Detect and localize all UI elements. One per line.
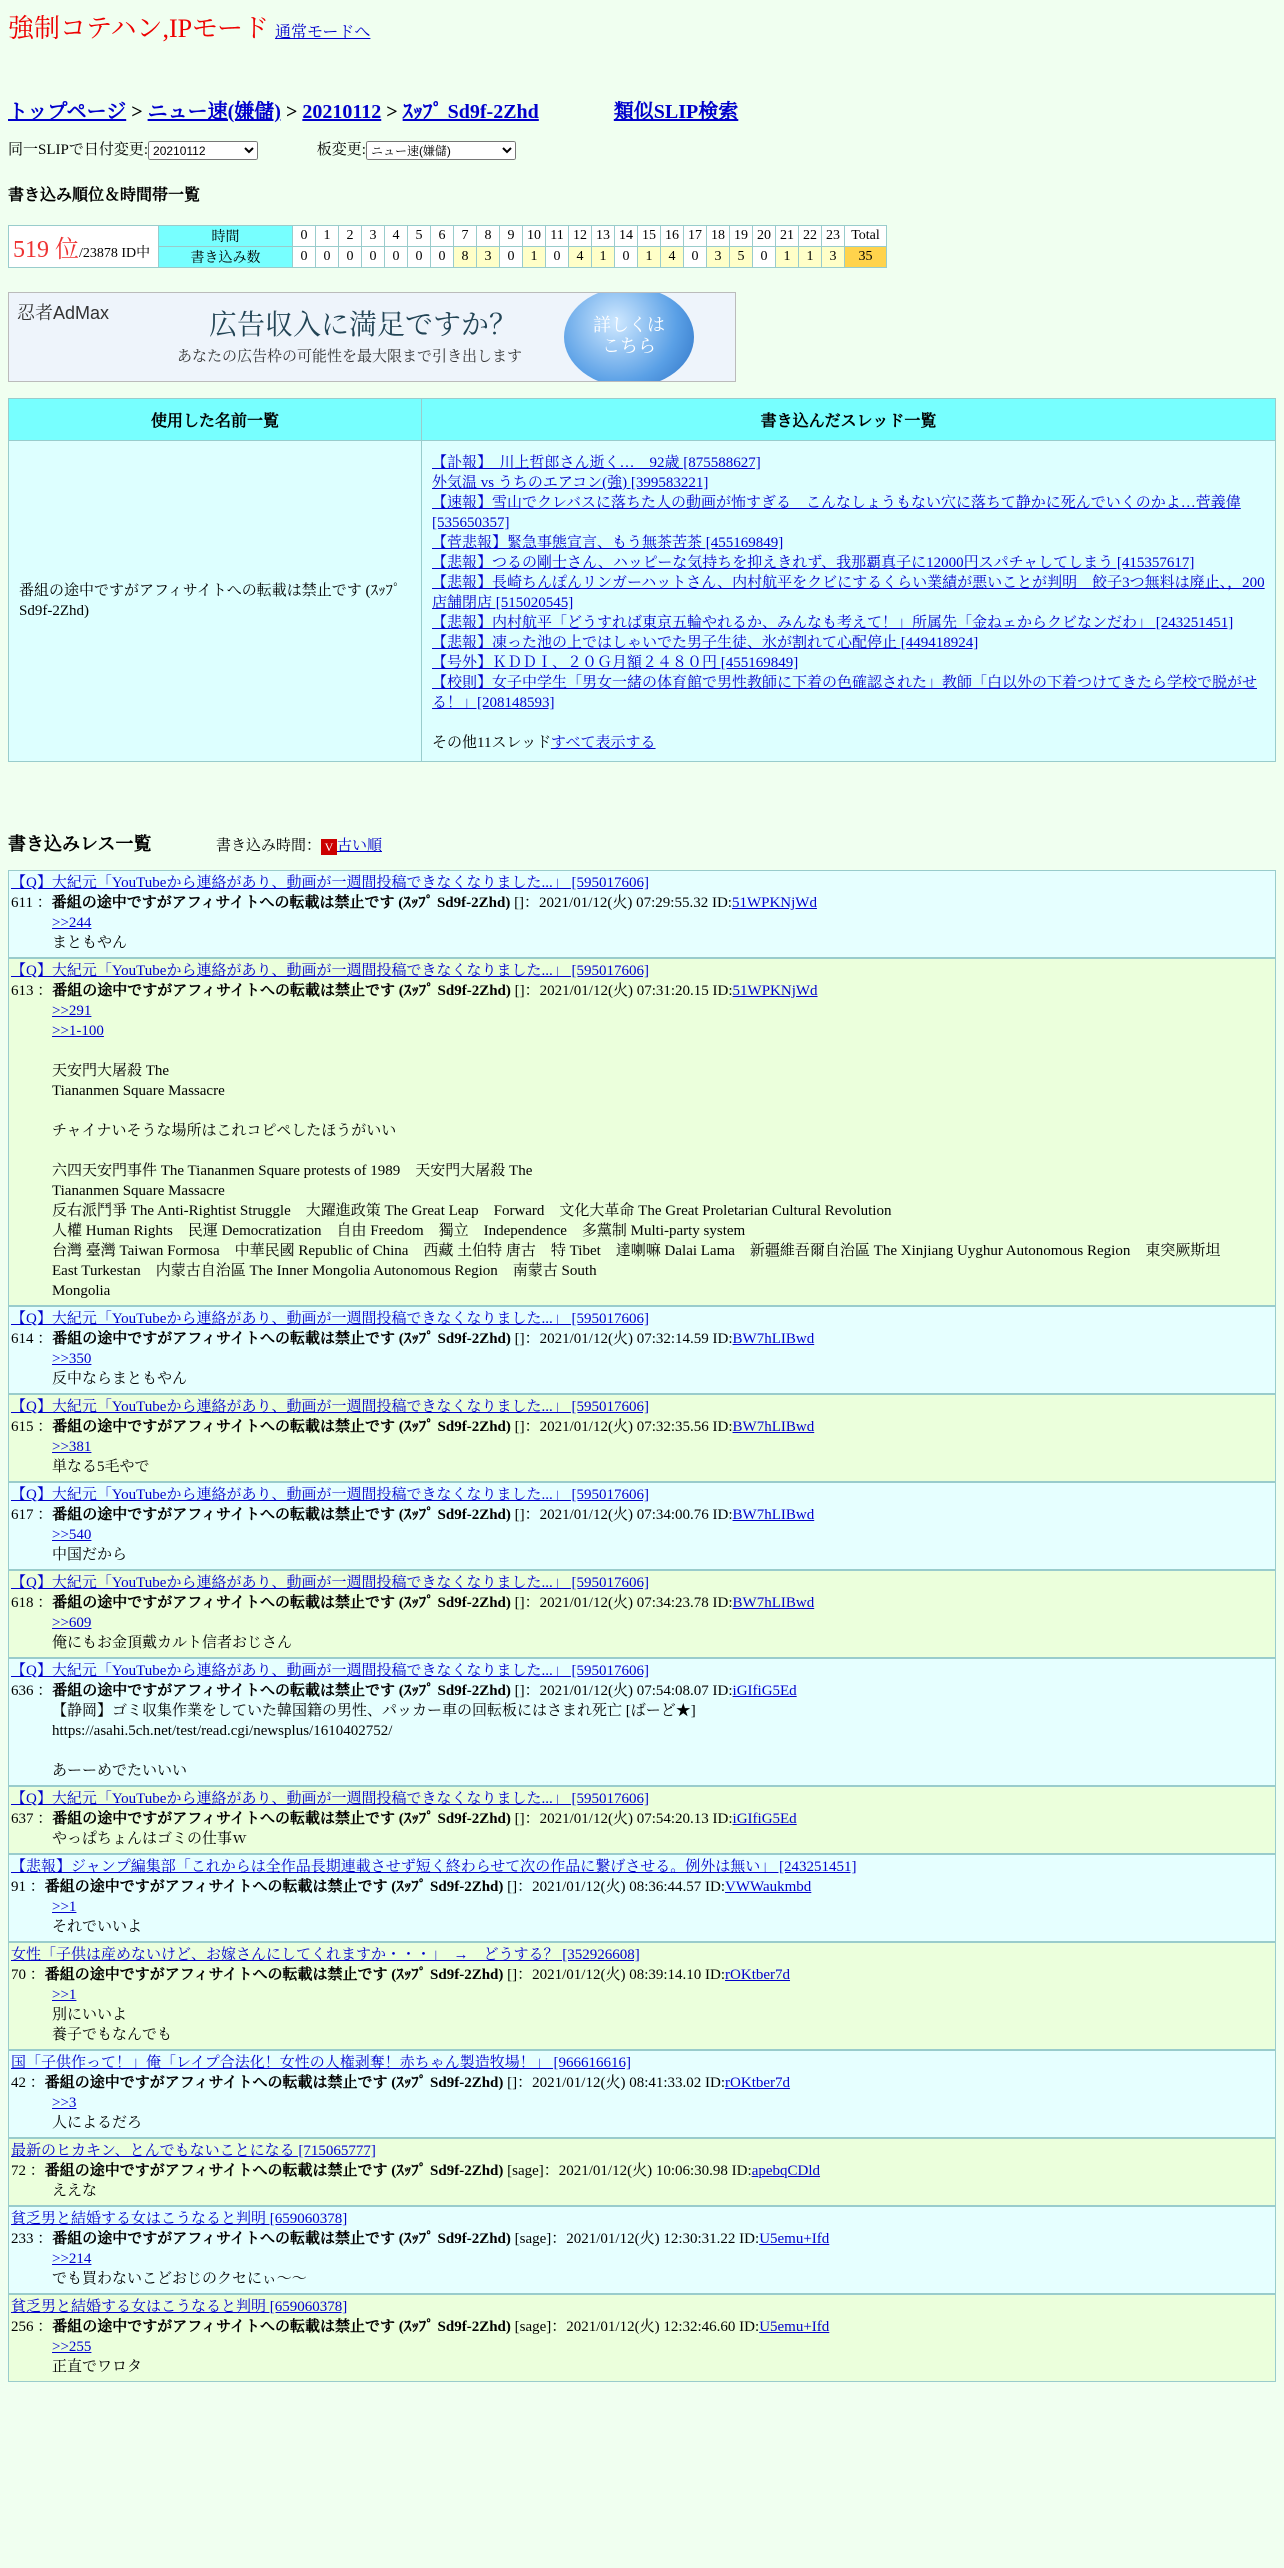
hour-cell: 5 xyxy=(408,226,431,247)
hour-cell: 15 xyxy=(638,226,661,247)
total-header: Total xyxy=(845,226,887,247)
thread-item xyxy=(432,653,1265,673)
thread-item xyxy=(432,573,1265,613)
post-thread-link[interactable]: 【Q】大紀元「YouTubeから連絡があり、動画が一週間投稿できなくなりました...」 [595017606] xyxy=(11,1487,649,1503)
post-date: []：2021/01/12(火) 08:39:14.10 ID: xyxy=(503,1967,726,1983)
thread-link[interactable]: 【速報】雪山でクレバスに落ちた人の動画が怖すぎる こんなしょうもない穴に落ちて静かに死んでいくのかよ…菅義偉 [535650357] xyxy=(432,495,1241,531)
breadcrumb-separator: > xyxy=(280,101,303,123)
poster-id-link[interactable]: 51WPKNjWd xyxy=(731,895,817,911)
post-number: 614 ： xyxy=(11,1331,53,1347)
post xyxy=(8,2206,1276,2294)
selector-row xyxy=(8,138,516,160)
post-meta xyxy=(11,1329,1275,1349)
post-number: 637 ： xyxy=(11,1811,53,1827)
poster-id-link[interactable]: iGIfiG5Ed xyxy=(732,1683,797,1699)
reply-anchor-link[interactable]: >>244 xyxy=(52,915,92,931)
poster-name: 番組の途中ですがアフィサイトへの転載は禁止です (ｽｯﾌﾟ Sd9f-2Zhd) xyxy=(52,2319,511,2335)
poster-id-link[interactable]: apebqCDld xyxy=(751,2163,821,2179)
post-number: 70 ： xyxy=(11,1967,45,1983)
hour-cell: 7 xyxy=(454,226,477,247)
post-thread-link[interactable]: 最新のヒカキン、とんでもないことになる [715065777] xyxy=(11,2143,376,2159)
post-thread-link[interactable]: 【悲報】ジャンプ編集部「これからは全作品長期連載させず短く終わらせて次の作品に繋げさせる。例外は無い」 [243251451] xyxy=(11,1859,857,1875)
post-date: []：2021/01/12(火) 07:29:55.32 ID: xyxy=(510,895,732,911)
post-meta xyxy=(11,1593,1275,1613)
count-cell: 0 xyxy=(362,247,385,268)
count-cell: 0 xyxy=(339,247,362,268)
breadcrumb-date[interactable]: 20210112 xyxy=(302,101,382,123)
post-date: []：2021/01/12(火) 08:41:33.02 ID: xyxy=(503,2075,726,2091)
post xyxy=(8,1570,1276,1658)
count-cell: 1 xyxy=(799,247,822,268)
hour-cell: 9 xyxy=(500,226,523,247)
thread-link[interactable]: 【悲報】内村航平「どうすれば東京五輪やれるか、みんなも考えて！」所属先「金ねェからクビなンだわ」 [243251451] xyxy=(432,615,1234,631)
poster-id-link[interactable]: BW7hLIBwd xyxy=(732,1331,815,1347)
ad-details-label: 詳しくはこちら xyxy=(593,315,665,357)
count-cell: 0 xyxy=(408,247,431,268)
board-change-label: 板変更: xyxy=(316,142,366,158)
post xyxy=(8,2050,1276,2138)
post-thread-link[interactable]: 貧乏男と結婚する女はこうなると判明 [659060378] xyxy=(11,2299,348,2315)
post xyxy=(8,1942,1276,2050)
reply-anchor-link[interactable]: >>3 xyxy=(52,2095,77,2111)
count-cell: 0 xyxy=(316,247,339,268)
posts-section-header xyxy=(8,830,382,856)
post-body: でも買わないこどおじのクセにぃ～～ xyxy=(52,2271,307,2287)
poster-id-link[interactable]: BW7hLIBwd xyxy=(732,1507,815,1523)
post-date: []：2021/01/12(火) 07:34:00.76 ID: xyxy=(510,1507,733,1523)
poster-id-link[interactable]: rOKtber7d xyxy=(725,1967,791,1983)
post-date: [sage]：2021/01/12(火) 10:06:30.98 ID: xyxy=(503,2163,752,2179)
mode-title: 強制コテハン,IPモード xyxy=(8,14,270,43)
post-number: 613 ： xyxy=(11,983,53,999)
poster-id-link[interactable]: U5emu+Ifd xyxy=(759,2319,830,2335)
count-cell: 0 xyxy=(546,247,569,268)
poster-name: 番組の途中ですがアフィサイトへの転載は禁止です (ｽｯﾌﾟ Sd9f-2Zhd) xyxy=(52,1683,511,1699)
ad-logo: 忍者AdMax xyxy=(17,303,110,323)
reply-anchor-link[interactable]: >>1 xyxy=(52,1987,77,2003)
oldest-first-link[interactable]: 古い順 xyxy=(336,838,382,854)
post-meta xyxy=(11,1965,1275,1985)
count-cell: 3 xyxy=(477,247,500,268)
post-body: 中国だから xyxy=(52,1547,128,1563)
breadcrumb-slip[interactable]: ｽｯﾌﾟ Sd9f-2Zhd xyxy=(402,101,539,123)
poster-id-link[interactable]: BW7hLIBwd xyxy=(732,1419,815,1435)
rank-value: 519 位 xyxy=(13,237,79,263)
post xyxy=(8,958,1276,1306)
post-body: 反中ならまともやん xyxy=(52,1371,188,1387)
post-body: それでいいよ xyxy=(52,1919,143,1935)
poster-name: 番組の途中ですがアフィサイトへの転載は禁止です (ｽｯﾌﾟ Sd9f-2Zhd) xyxy=(44,2075,504,2091)
post-meta xyxy=(11,2317,1275,2337)
hour-cell: 19 xyxy=(730,226,753,247)
post-body: 天安門大屠殺 The Tiananmen Square Massacre チャイナいそうな場所はこれコピペしたほうがいい 六四天安門事件 The Tiananmen Square protests of 1989 天安門大屠殺 The Tiananmen Square Massacre 反右派鬥爭 The Anti-Rightist Struggle 大躍進政策 The Great Leap Forward 文化大革命 The Great Proletarian Cultural Revolution 人權 Human Rights 民運 Democratization 自由 Freedom 獨立 Independence 多黨制 Multi-party system 台灣 臺灣 Taiwan Formosa 中華民國 Republic of China 西藏 土伯特 唐古 特 Tibet 達喇嘛 Dalai Lama 新疆維吾爾自治區 The Xinjiang Uyghur Autonomous Region 東突厥斯坦 East Turkestan 内蒙古自治區 The Inner Mongolia Autonomous Region 南蒙古 South Mongolia xyxy=(52,1063,1221,1299)
total-count: 35 xyxy=(845,247,887,268)
count-cell: 0 xyxy=(500,247,523,268)
reply-anchor-link[interactable]: >>1-100 xyxy=(52,1023,104,1039)
count-cell: 0 xyxy=(684,247,707,268)
thread-link[interactable]: 【菅悲報】緊急事態宣言、もう無茶苦茶 [455169849] xyxy=(432,535,784,551)
post-meta xyxy=(11,1417,1275,1437)
reply-anchor-link[interactable]: >>609 xyxy=(52,1615,92,1631)
thread-link[interactable]: 【悲報】長崎ちんぽんリンガーハットさん、内村航平をクビにするくらい業績が悪いことが判明 餃子3つ無料は廃止、，200店舗閉店 [515020545] xyxy=(432,575,1265,611)
reply-anchor-link[interactable]: >>291 xyxy=(52,1003,92,1019)
thread-link[interactable]: 外気温 vs うちのエアコン(強) [399583221] xyxy=(432,475,709,491)
post-number: 91 ： xyxy=(11,1879,45,1895)
count-cell: 1 xyxy=(523,247,546,268)
post-body: ええな xyxy=(52,2183,98,2199)
post xyxy=(8,2138,1276,2206)
reply-anchor-link[interactable]: >>214 xyxy=(52,2251,92,2267)
hour-cell: 20 xyxy=(753,226,776,247)
thread-item xyxy=(432,493,1265,533)
count-cell: 1 xyxy=(592,247,615,268)
thread-link[interactable]: 【号外】ＫＤＤＩ、２０Ｇ月額２４８０円 [455169849] xyxy=(432,655,799,671)
post-date: []：2021/01/12(火) 07:32:14.59 ID: xyxy=(510,1331,733,1347)
post-thread-link[interactable]: 【Q】大紀元「YouTubeから連絡があり、動画が一週間投稿できなくなりました...」 [595017606] xyxy=(11,1311,649,1327)
breadcrumb xyxy=(8,95,738,124)
post xyxy=(8,1786,1276,1854)
post-thread-link[interactable]: 【Q】大紀元「YouTubeから連絡があり、動画が一週間投稿できなくなりました...」 [595017606] xyxy=(11,963,649,979)
poster-name: 番組の途中ですがアフィサイトへの転載は禁止です (ｽｯﾌﾟ Sd9f-2Zhd) xyxy=(52,983,511,999)
hour-cell: 12 xyxy=(569,226,592,247)
post-meta xyxy=(11,1877,1275,1897)
ranking-section-title: 書き込み順位＆時間帯一覧 xyxy=(8,187,201,204)
post-number: 611 ： xyxy=(11,895,52,911)
post xyxy=(8,1854,1276,1942)
hour-cell: 6 xyxy=(431,226,454,247)
poster-name: 番組の途中ですがアフィサイトへの転載は禁止です (ｽｯﾌﾟ Sd9f-2Zhd) xyxy=(52,1595,511,1611)
post-body: まともやん xyxy=(52,935,128,951)
thread-item xyxy=(432,453,1265,473)
post xyxy=(8,1306,1276,1394)
thread-link[interactable]: 【校則】女子中学生「男女一緒の体育館で男性教師に下着の色確認された」教師「白以外の下着つけてきたら学校で脱がせる！」[208148593] xyxy=(432,675,1258,711)
poster-name: 番組の途中ですがアフィサイトへの転載は禁止です (ｽｯﾌﾟ Sd9f-2Zhd) xyxy=(52,1419,511,1435)
names-threads-table xyxy=(8,398,1276,762)
post-thread-link[interactable]: 【Q】大紀元「YouTubeから連絡があり、動画が一週間投稿できなくなりました...」 [595017606] xyxy=(11,875,649,891)
post-meta xyxy=(11,2073,1275,2093)
ranking-table xyxy=(8,225,887,268)
post-number: 256 ： xyxy=(11,2319,53,2335)
hour-cell: 14 xyxy=(615,226,638,247)
count-cell: 0 xyxy=(431,247,454,268)
count-cell: 1 xyxy=(638,247,661,268)
more-threads-label: その他11スレッド xyxy=(432,735,551,751)
post-thread-link[interactable]: 女性「子供は産めないけど、お嫁さんにしてくれますか・・・」 → どうする？ [352926608] xyxy=(11,1947,640,1963)
post-number: 618 ： xyxy=(11,1595,53,1611)
poster-name: 番組の途中ですがアフィサイトへの転載は禁止です (ｽｯﾌﾟ Sd9f-2Zhd) xyxy=(44,1967,504,1983)
hour-cell: 13 xyxy=(592,226,615,247)
post-thread-link[interactable]: 【Q】大紀元「YouTubeから連絡があり、動画が一週間投稿できなくなりました...」 [595017606] xyxy=(11,1399,649,1415)
post-date: []：2021/01/12(火) 07:54:20.13 ID: xyxy=(510,1811,733,1827)
thread-list xyxy=(422,441,1276,762)
hour-cell: 8 xyxy=(477,226,500,247)
poster-id-link[interactable]: iGIfiG5Ed xyxy=(732,1811,797,1827)
poster-id-link[interactable]: U5emu+Ifd xyxy=(759,2231,830,2247)
hour-cell: 16 xyxy=(661,226,684,247)
count-cell: 4 xyxy=(661,247,684,268)
thread-item xyxy=(432,553,1265,573)
poster-name: 番組の途中ですがアフィサイトへの転載は禁止です (ｽｯﾌﾟ Sd9f-2Zhd) xyxy=(52,2231,511,2247)
time-label: 時間 xyxy=(159,226,293,247)
post-body: 【静岡】ゴミ収集作業をしていた韓国籍の男性、パッカー車の回転板にはさまれ死亡 [ばーど★] https://asahi.5ch.net/test/read.cgi/newsplus/1610402752/ あーーめでたいいい xyxy=(52,1703,696,1779)
breadcrumb-top[interactable]: トップページ xyxy=(8,101,127,123)
post-meta xyxy=(11,981,1275,1001)
used-name: 番組の途中ですがアフィサイトへの転載は禁止です (ｽｯﾌﾟ Sd9f-2Zhd) xyxy=(9,441,422,762)
show-all-threads-link[interactable]: すべて表示する xyxy=(550,735,656,751)
hour-cell: 10 xyxy=(523,226,546,247)
thread-item xyxy=(432,473,1265,493)
hour-cell: 22 xyxy=(799,226,822,247)
posts-section-title: 書き込みレス一覧 xyxy=(8,834,152,854)
post-meta xyxy=(11,2161,1275,2181)
count-cell: 3 xyxy=(822,247,845,268)
reply-anchor-link[interactable]: >>540 xyxy=(52,1527,92,1543)
post-thread-link[interactable]: 貧乏男と結婚する女はこうなると判明 [659060378] xyxy=(11,2211,348,2227)
post-thread-link[interactable]: 国「子供作って！」俺「レイプ合法化！女性の人権剥奪！赤ちゃん製造牧場！」 [966616616] xyxy=(11,2055,632,2071)
count-label: 書き込み数 xyxy=(159,247,293,268)
post-body: やっぱちょんはゴミの仕事ｗ xyxy=(52,1831,248,1847)
post-date: []：2021/01/12(火) 07:34:23.78 ID: xyxy=(510,1595,733,1611)
post xyxy=(8,870,1276,958)
post-thread-link[interactable]: 【Q】大紀元「YouTubeから連絡があり、動画が一週間投稿できなくなりました...」 [595017606] xyxy=(11,1575,649,1591)
rank-cell xyxy=(9,226,159,268)
board-select[interactable] xyxy=(366,141,516,160)
thread-link[interactable]: 【悲報】つるの剛士さん、ハッピーな気持ちを抑えきれず、我那覇真子に12000円スパチャしてしまう [415357617] xyxy=(432,555,1195,571)
post-number: 72 ： xyxy=(11,2163,45,2179)
post-body: 別にいいよ 養子でもなんでも xyxy=(52,2007,173,2043)
poster-name: 番組の途中ですがアフィサイトへの転載は禁止です (ｽｯﾌﾟ Sd9f-2Zhd) xyxy=(44,1879,504,1895)
poster-id-link[interactable]: 51WPKNjWd xyxy=(732,983,818,999)
reply-anchor-link[interactable]: >>255 xyxy=(52,2339,92,2355)
count-cell: 0 xyxy=(753,247,776,268)
poster-name: 番組の途中ですがアフィサイトへの転載は禁止です (ｽｯﾌﾟ Sd9f-2Zhd) xyxy=(52,1331,511,1347)
reply-anchor-link[interactable]: >>1 xyxy=(52,1899,77,1915)
date-select[interactable] xyxy=(148,141,258,160)
breadcrumb-board[interactable]: ニュー速(嫌儲) xyxy=(147,101,281,123)
count-cell: 0 xyxy=(293,247,316,268)
breadcrumb-separator: > xyxy=(381,101,403,123)
sort-order xyxy=(216,838,382,854)
hour-cell: 4 xyxy=(385,226,408,247)
count-cell: 5 xyxy=(730,247,753,268)
poster-id-link[interactable]: BW7hLIBwd xyxy=(732,1595,815,1611)
post-meta xyxy=(11,893,1275,913)
post xyxy=(8,1658,1276,1786)
hour-cell: 0 xyxy=(293,226,316,247)
post-meta xyxy=(11,1681,1275,1701)
ad-headline: 広告収入に満足ですか？ xyxy=(209,308,518,341)
similar-slip-search-link[interactable]: 類似SLIP検索 xyxy=(613,101,739,123)
posts-list xyxy=(8,870,1276,2382)
poster-name: 番組の途中ですがアフィサイトへの転載は禁止です (ｽｯﾌﾟ Sd9f-2Zhd) xyxy=(52,1811,511,1827)
post-thread-link[interactable]: 【Q】大紀元「YouTubeから連絡があり、動画が一週間投稿できなくなりました...」 [595017606] xyxy=(11,1791,649,1807)
names-column-header: 使用した名前一覧 xyxy=(9,399,422,441)
poster-id-link[interactable]: rOKtber7d xyxy=(725,2075,791,2091)
post-date: []：2021/01/12(火) 07:31:20.15 ID: xyxy=(510,983,733,999)
thread-item xyxy=(432,673,1265,713)
count-cell: 0 xyxy=(615,247,638,268)
reply-anchor-link[interactable]: >>350 xyxy=(52,1351,92,1367)
thread-item xyxy=(432,633,1265,653)
hour-cell: 23 xyxy=(822,226,845,247)
count-cell: 0 xyxy=(385,247,408,268)
poster-name: 番組の途中ですがアフィサイトへの転載は禁止です (ｽｯﾌﾟ Sd9f-2Zhd) xyxy=(51,895,511,911)
count-cell: 4 xyxy=(569,247,592,268)
normal-mode-link[interactable]: 通常モードへ xyxy=(275,24,371,41)
post-number: 615 ： xyxy=(11,1419,53,1435)
thread-link[interactable]: 【訃報】 川上哲郎さん逝く… 92歳 [875588627] xyxy=(432,455,761,471)
hour-cell: 2 xyxy=(339,226,362,247)
post-number: 233 ： xyxy=(11,2231,53,2247)
reply-anchor-link[interactable]: >>381 xyxy=(52,1439,92,1455)
post-date: [sage]：2021/01/12(火) 12:32:46.60 ID: xyxy=(510,2319,760,2335)
ad-subtext: あなたの広告枠の可能性を最大限まで引き出します xyxy=(177,347,523,365)
post-date: []：2021/01/12(火) 07:32:35.56 ID: xyxy=(510,1419,733,1435)
total-ids: /23878 ID中 xyxy=(79,246,151,261)
poster-name: 番組の途中ですがアフィサイトへの転載は禁止です (ｽｯﾌﾟ Sd9f-2Zhd) xyxy=(52,1507,511,1523)
sort-order-label: 書き込み時間： xyxy=(215,838,321,854)
post-body: 正直でワロタ xyxy=(52,2359,143,2375)
date-change-label: 同一SLIPで日付変更: xyxy=(8,142,149,158)
post-meta xyxy=(11,1505,1275,1525)
post-meta xyxy=(11,1809,1275,1829)
ad-banner[interactable] xyxy=(8,292,736,382)
post-meta xyxy=(11,2229,1275,2249)
breadcrumb-separator: > xyxy=(126,101,148,123)
hour-cell: 11 xyxy=(546,226,569,247)
post-number: 636 ： xyxy=(11,1683,53,1699)
hour-cell: 17 xyxy=(684,226,707,247)
page-header xyxy=(8,8,370,45)
post-thread-link[interactable]: 【Q】大紀元「YouTubeから連絡があり、動画が一週間投稿できなくなりました...」 [595017606] xyxy=(11,1663,649,1679)
post-body: 単なる5毛やで xyxy=(52,1459,150,1475)
sort-icon: V xyxy=(321,839,337,855)
post-body: 俺にもお金頂戴カルト信者おじさん xyxy=(52,1635,293,1651)
count-cell: 3 xyxy=(707,247,730,268)
count-cell: 1 xyxy=(776,247,799,268)
poster-id-link[interactable]: VWWaukmbd xyxy=(725,1879,812,1895)
poster-name: 番組の途中ですがアフィサイトへの転載は禁止です (ｽｯﾌﾟ Sd9f-2Zhd) xyxy=(44,2163,504,2179)
hour-cell: 21 xyxy=(776,226,799,247)
post xyxy=(8,1394,1276,1482)
thread-item xyxy=(432,613,1265,633)
more-threads xyxy=(432,733,1265,753)
count-cell: 8 xyxy=(454,247,477,268)
ad-details-button[interactable] xyxy=(564,292,694,382)
post-date: []：2021/01/12(火) 08:36:44.57 ID: xyxy=(503,1879,726,1895)
thread-link[interactable]: 【悲報】凍った池の上ではしゃいでた男子生徒、氷が割れて心配停止 [449418924] xyxy=(432,635,979,651)
post xyxy=(8,1482,1276,1570)
threads-column-header: 書き込んだスレッド一覧 xyxy=(422,399,1276,441)
post-number: 42 ： xyxy=(11,2075,45,2091)
hour-cell: 3 xyxy=(362,226,385,247)
post xyxy=(8,2294,1276,2382)
hour-cell: 18 xyxy=(707,226,730,247)
hour-cell: 1 xyxy=(316,226,339,247)
post-date: [sage]：2021/01/12(火) 12:30:31.22 ID: xyxy=(510,2231,760,2247)
post-date: []：2021/01/12(火) 07:54:08.07 ID: xyxy=(510,1683,733,1699)
post-body: 人によるだろ xyxy=(52,2115,143,2131)
post-number: 617 ： xyxy=(11,1507,53,1523)
thread-item xyxy=(432,533,1265,553)
